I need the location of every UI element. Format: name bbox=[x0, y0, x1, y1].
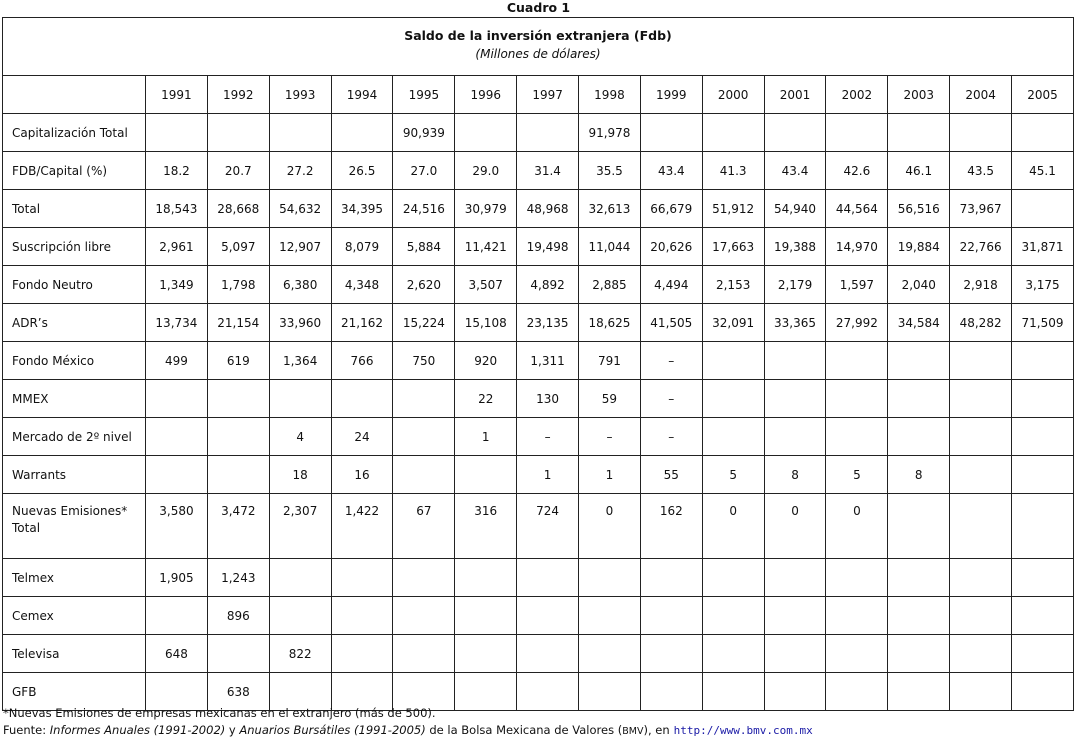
table-cell: 31.4 bbox=[517, 152, 579, 190]
row-label: MMEX bbox=[3, 380, 146, 418]
table-cell: 55 bbox=[640, 456, 702, 494]
table-cell: – bbox=[579, 418, 641, 456]
table-cell: 3,580 bbox=[146, 494, 208, 559]
table-cell bbox=[269, 380, 331, 418]
table-cell bbox=[269, 559, 331, 597]
table-cell: 2,179 bbox=[764, 266, 826, 304]
row-label: GFB bbox=[3, 673, 146, 711]
table-cell bbox=[1012, 597, 1074, 635]
year-header-1999: 1999 bbox=[640, 76, 702, 114]
table-row bbox=[3, 597, 1074, 635]
table-cell: 22,766 bbox=[950, 228, 1012, 266]
footnote: *Nuevas Emisiones de empresas mexicanas en el extranjero (más de 500). bbox=[3, 706, 436, 720]
source-abbr: BMV bbox=[622, 726, 644, 737]
table-cell: 17,663 bbox=[702, 228, 764, 266]
table-cell: 4,494 bbox=[640, 266, 702, 304]
document-title: Cuadro 1 bbox=[506, 0, 571, 15]
table-cell bbox=[207, 635, 269, 673]
table-cell: 4 bbox=[269, 418, 331, 456]
investment-table bbox=[2, 17, 1074, 711]
table-cell bbox=[950, 494, 1012, 559]
table-cell: 15,108 bbox=[455, 304, 517, 342]
table-cell: 638 bbox=[207, 673, 269, 711]
table-cell bbox=[764, 380, 826, 418]
table-cell: 32,613 bbox=[579, 190, 641, 228]
table-cell: 16 bbox=[331, 456, 393, 494]
table-cell: 3,472 bbox=[207, 494, 269, 559]
table-cell bbox=[146, 456, 208, 494]
year-header-1995: 1995 bbox=[393, 76, 455, 114]
source-note bbox=[3, 722, 1073, 740]
table-cell: 48,282 bbox=[950, 304, 1012, 342]
table-cell bbox=[517, 635, 579, 673]
table-cell: 26.5 bbox=[331, 152, 393, 190]
table-cell: – bbox=[640, 418, 702, 456]
table-cell: 5,097 bbox=[207, 228, 269, 266]
table-cell: 51,912 bbox=[702, 190, 764, 228]
table-cell bbox=[950, 559, 1012, 597]
table-cell: 766 bbox=[331, 342, 393, 380]
table-cell: 2,040 bbox=[888, 266, 950, 304]
row-label: Televisa bbox=[3, 635, 146, 673]
table-cell: 21,154 bbox=[207, 304, 269, 342]
table-cell: 66,679 bbox=[640, 190, 702, 228]
table-cell bbox=[331, 380, 393, 418]
table-cell: 18.2 bbox=[146, 152, 208, 190]
row-label: Fondo Neutro bbox=[3, 266, 146, 304]
year-header-1998: 1998 bbox=[579, 76, 641, 114]
table-cell bbox=[207, 380, 269, 418]
table-header-row bbox=[3, 76, 1074, 114]
table-cell: – bbox=[640, 380, 702, 418]
table-cell: 0 bbox=[579, 494, 641, 559]
table-cell bbox=[764, 559, 826, 597]
table-cell bbox=[393, 635, 455, 673]
year-header-1991: 1991 bbox=[146, 76, 208, 114]
table-cell: 1,364 bbox=[269, 342, 331, 380]
table-cell: 14,970 bbox=[826, 228, 888, 266]
table-cell bbox=[888, 380, 950, 418]
table-cell bbox=[950, 635, 1012, 673]
table-cell bbox=[207, 114, 269, 152]
table-cell bbox=[393, 559, 455, 597]
table-cell: 43.5 bbox=[950, 152, 1012, 190]
header-corner-cell bbox=[3, 76, 146, 114]
table-cell: 22 bbox=[455, 380, 517, 418]
year-header-1996: 1996 bbox=[455, 76, 517, 114]
table-cell: 750 bbox=[393, 342, 455, 380]
table-cell: 11,421 bbox=[455, 228, 517, 266]
table-cell bbox=[702, 342, 764, 380]
table-cell: – bbox=[517, 418, 579, 456]
table-cell bbox=[826, 380, 888, 418]
table-cell bbox=[888, 418, 950, 456]
table-cell: 27,992 bbox=[826, 304, 888, 342]
table-cell: 54,632 bbox=[269, 190, 331, 228]
table-cell bbox=[764, 635, 826, 673]
table-cell bbox=[1012, 559, 1074, 597]
table-cell bbox=[146, 114, 208, 152]
table-cell bbox=[393, 456, 455, 494]
table-cell bbox=[888, 597, 950, 635]
table-cell: 130 bbox=[517, 380, 579, 418]
table-cell: 35.5 bbox=[579, 152, 641, 190]
table-cell: 499 bbox=[146, 342, 208, 380]
table-cell bbox=[702, 597, 764, 635]
table-cell bbox=[888, 342, 950, 380]
table-row bbox=[3, 559, 1074, 597]
table-cell: 18,625 bbox=[579, 304, 641, 342]
table-cell bbox=[146, 418, 208, 456]
table-cell bbox=[1012, 418, 1074, 456]
table-cell: 822 bbox=[269, 635, 331, 673]
table-cell: 41.3 bbox=[702, 152, 764, 190]
table-cell: 1 bbox=[579, 456, 641, 494]
table-cell: 1,905 bbox=[146, 559, 208, 597]
table-cell bbox=[146, 597, 208, 635]
table-cell bbox=[455, 635, 517, 673]
table-cell: 18 bbox=[269, 456, 331, 494]
row-label: Cemex bbox=[3, 597, 146, 635]
table-cell bbox=[517, 559, 579, 597]
table-cell: 19,388 bbox=[764, 228, 826, 266]
table-cell bbox=[455, 114, 517, 152]
table-cell: 41,505 bbox=[640, 304, 702, 342]
table-row bbox=[3, 266, 1074, 304]
table-cell: 24,516 bbox=[393, 190, 455, 228]
table-row bbox=[3, 635, 1074, 673]
source-and: y bbox=[225, 723, 240, 737]
table-cell: 30,979 bbox=[455, 190, 517, 228]
table-cell bbox=[640, 114, 702, 152]
table-cell: 8 bbox=[888, 456, 950, 494]
table-cell: 73,967 bbox=[950, 190, 1012, 228]
table-cell: 15,224 bbox=[393, 304, 455, 342]
table-cell: 0 bbox=[764, 494, 826, 559]
table-cell: 59 bbox=[579, 380, 641, 418]
table-row bbox=[3, 342, 1074, 380]
table-cell bbox=[702, 559, 764, 597]
table-cell: 48,968 bbox=[517, 190, 579, 228]
table-cell bbox=[579, 559, 641, 597]
table-cell: 896 bbox=[207, 597, 269, 635]
table-cell bbox=[331, 635, 393, 673]
table-cell: 5 bbox=[702, 456, 764, 494]
table-cell: 56,516 bbox=[888, 190, 950, 228]
table-row bbox=[3, 152, 1074, 190]
table-cell bbox=[455, 559, 517, 597]
table-cell: 0 bbox=[702, 494, 764, 559]
year-header-2000: 2000 bbox=[702, 76, 764, 114]
table-cell: 4,348 bbox=[331, 266, 393, 304]
table-row bbox=[3, 418, 1074, 456]
year-header-2004: 2004 bbox=[950, 76, 1012, 114]
table-cell: 2,961 bbox=[146, 228, 208, 266]
table-cell bbox=[579, 597, 641, 635]
table-cell: 316 bbox=[455, 494, 517, 559]
table-body bbox=[3, 18, 1074, 711]
table-cell: 4,892 bbox=[517, 266, 579, 304]
table-cell: 2,885 bbox=[579, 266, 641, 304]
table-cell bbox=[455, 456, 517, 494]
table-cell: 1,349 bbox=[146, 266, 208, 304]
table-cell: 11,044 bbox=[579, 228, 641, 266]
table-cell: 23,135 bbox=[517, 304, 579, 342]
table-cell: 33,365 bbox=[764, 304, 826, 342]
table-cell bbox=[455, 597, 517, 635]
table-cell bbox=[1012, 494, 1074, 559]
row-label: ADR’s bbox=[3, 304, 146, 342]
table-cell: 648 bbox=[146, 635, 208, 673]
row-label: Total bbox=[3, 190, 146, 228]
year-header-1994: 1994 bbox=[331, 76, 393, 114]
table-cell bbox=[1012, 380, 1074, 418]
table-cell bbox=[764, 597, 826, 635]
table-cell bbox=[1012, 456, 1074, 494]
table-cell bbox=[1012, 114, 1074, 152]
table-row bbox=[3, 494, 1074, 559]
table-cell: 1 bbox=[455, 418, 517, 456]
table-cell bbox=[1012, 635, 1074, 673]
table-cell: 46.1 bbox=[888, 152, 950, 190]
table-cell: 8,079 bbox=[331, 228, 393, 266]
table-cell: 724 bbox=[517, 494, 579, 559]
table-cell: 54,940 bbox=[764, 190, 826, 228]
table-cell: 27.2 bbox=[269, 152, 331, 190]
table-cell bbox=[950, 380, 1012, 418]
table-cell: 619 bbox=[207, 342, 269, 380]
table-cell: 2,918 bbox=[950, 266, 1012, 304]
table-cell: 42.6 bbox=[826, 152, 888, 190]
table-row bbox=[3, 304, 1074, 342]
table-cell: 45.1 bbox=[1012, 152, 1074, 190]
table-cell: 19,884 bbox=[888, 228, 950, 266]
year-header-1997: 1997 bbox=[517, 76, 579, 114]
row-label: Capitalización Total bbox=[3, 114, 146, 152]
year-header-1992: 1992 bbox=[207, 76, 269, 114]
table-cell: 24 bbox=[331, 418, 393, 456]
table-cell bbox=[207, 456, 269, 494]
row-label: Mercado de 2º nivel bbox=[3, 418, 146, 456]
table-cell bbox=[393, 418, 455, 456]
year-header-2002: 2002 bbox=[826, 76, 888, 114]
table-cell: 8 bbox=[764, 456, 826, 494]
row-label: Suscripción libre bbox=[3, 228, 146, 266]
table-cell: 1,597 bbox=[826, 266, 888, 304]
table-row bbox=[3, 190, 1074, 228]
table-cell bbox=[640, 635, 702, 673]
row-label: Nuevas Emisiones* Total bbox=[3, 494, 146, 559]
table-cell bbox=[331, 559, 393, 597]
notes bbox=[3, 705, 1073, 740]
row-label: Warrants bbox=[3, 456, 146, 494]
row-label: FDB/Capital (%) bbox=[3, 152, 146, 190]
table-cell bbox=[331, 114, 393, 152]
table-cell: 34,395 bbox=[331, 190, 393, 228]
table-cell bbox=[702, 635, 764, 673]
table-cell: 67 bbox=[393, 494, 455, 559]
year-header-1993: 1993 bbox=[269, 76, 331, 114]
table-row bbox=[3, 456, 1074, 494]
table-cell: 29.0 bbox=[455, 152, 517, 190]
year-header-2003: 2003 bbox=[888, 76, 950, 114]
table-cell bbox=[826, 635, 888, 673]
table-cell bbox=[826, 597, 888, 635]
table-cell bbox=[331, 597, 393, 635]
table-cell: 12,907 bbox=[269, 228, 331, 266]
source-link[interactable]: http://www.bmv.com.mx bbox=[673, 724, 813, 737]
row-label: Fondo México bbox=[3, 342, 146, 380]
source-prefix: Fuente: bbox=[3, 723, 50, 737]
table-cell: 32,091 bbox=[702, 304, 764, 342]
table-cell bbox=[764, 342, 826, 380]
table-cell bbox=[640, 597, 702, 635]
table-cell: 21,162 bbox=[331, 304, 393, 342]
table-caption-subtitle: (Millones de dólares) bbox=[475, 47, 601, 61]
table-cell bbox=[146, 380, 208, 418]
table-cell: 2,153 bbox=[702, 266, 764, 304]
table-cell: 44,564 bbox=[826, 190, 888, 228]
table-cell bbox=[1012, 342, 1074, 380]
table-cell: 43.4 bbox=[764, 152, 826, 190]
table-caption-cell bbox=[3, 18, 1074, 76]
table-cell: 91,978 bbox=[579, 114, 641, 152]
table-cell bbox=[517, 114, 579, 152]
table-cell: 2,620 bbox=[393, 266, 455, 304]
table-cell bbox=[950, 342, 1012, 380]
table-cell bbox=[269, 597, 331, 635]
table-cell bbox=[393, 597, 455, 635]
table-cell: 18,543 bbox=[146, 190, 208, 228]
table-cell: 90,939 bbox=[393, 114, 455, 152]
table-cell: 1 bbox=[517, 456, 579, 494]
table-cell: 920 bbox=[455, 342, 517, 380]
table-cell: 0 bbox=[826, 494, 888, 559]
table-caption-row bbox=[3, 18, 1074, 76]
table-cell bbox=[517, 597, 579, 635]
table-cell bbox=[764, 114, 826, 152]
table-cell bbox=[826, 418, 888, 456]
table-cell: 71,509 bbox=[1012, 304, 1074, 342]
source-mid: de la Bolsa Mexicana de Valores ( bbox=[425, 723, 623, 737]
year-header-2001: 2001 bbox=[764, 76, 826, 114]
table-cell bbox=[640, 559, 702, 597]
table-cell bbox=[888, 494, 950, 559]
table-cell: 2,307 bbox=[269, 494, 331, 559]
table-cell bbox=[888, 635, 950, 673]
row-label: Telmex bbox=[3, 559, 146, 597]
table-row bbox=[3, 114, 1074, 152]
table-cell: 162 bbox=[640, 494, 702, 559]
table-cell bbox=[207, 418, 269, 456]
table-cell: 1,311 bbox=[517, 342, 579, 380]
table-cell bbox=[702, 418, 764, 456]
table-cell bbox=[888, 114, 950, 152]
table-cell: – bbox=[640, 342, 702, 380]
table-cell: 5 bbox=[826, 456, 888, 494]
table-cell bbox=[950, 418, 1012, 456]
table-cell bbox=[888, 559, 950, 597]
table-cell: 6,380 bbox=[269, 266, 331, 304]
table-cell: 1,798 bbox=[207, 266, 269, 304]
table-cell bbox=[950, 114, 1012, 152]
table-cell: 43.4 bbox=[640, 152, 702, 190]
table-cell bbox=[579, 635, 641, 673]
table-cell: 34,584 bbox=[888, 304, 950, 342]
source-end: ), en bbox=[643, 723, 670, 737]
table-cell bbox=[950, 597, 1012, 635]
source-ref-anuarios: Anuarios Bursátiles (1991-2005) bbox=[239, 723, 426, 737]
table-cell: 1,422 bbox=[331, 494, 393, 559]
table-cell bbox=[826, 342, 888, 380]
table-cell: 3,175 bbox=[1012, 266, 1074, 304]
year-header-2005: 2005 bbox=[1012, 76, 1074, 114]
table-cell: 20.7 bbox=[207, 152, 269, 190]
table-cell: 33,960 bbox=[269, 304, 331, 342]
table-cell: 3,507 bbox=[455, 266, 517, 304]
table-cell: 19,498 bbox=[517, 228, 579, 266]
table-row bbox=[3, 228, 1074, 266]
table-cell: 5,884 bbox=[393, 228, 455, 266]
table-cell bbox=[393, 380, 455, 418]
table-cell bbox=[950, 456, 1012, 494]
table-cell bbox=[826, 114, 888, 152]
table-row bbox=[3, 380, 1074, 418]
table-cell bbox=[269, 114, 331, 152]
table-cell: 13,734 bbox=[146, 304, 208, 342]
table-cell bbox=[702, 380, 764, 418]
table-cell: 27.0 bbox=[393, 152, 455, 190]
table-cell: 31,871 bbox=[1012, 228, 1074, 266]
source-ref-informes: Informes Anuales (1991-2002) bbox=[49, 723, 226, 737]
table-cell bbox=[702, 114, 764, 152]
table-cell: 20,626 bbox=[640, 228, 702, 266]
table-cell bbox=[1012, 190, 1074, 228]
table-cell: 28,668 bbox=[207, 190, 269, 228]
table-cell bbox=[764, 418, 826, 456]
table-cell: 791 bbox=[579, 342, 641, 380]
table-caption-title: Saldo de la inversión extranjera (Fdb) bbox=[404, 28, 672, 43]
table-cell bbox=[826, 559, 888, 597]
table-cell: 1,243 bbox=[207, 559, 269, 597]
